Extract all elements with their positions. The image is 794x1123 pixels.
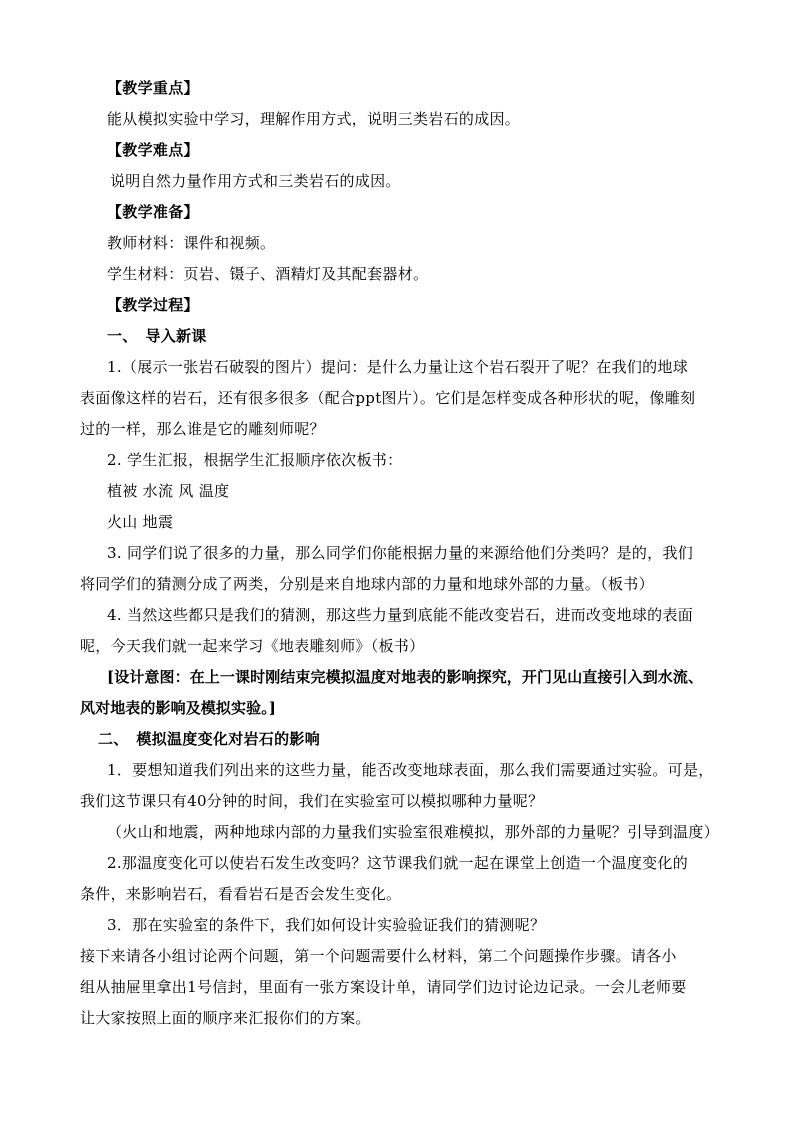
paragraph-line: 2. 学生汇报，根据学生汇报顺序依次板书： [107, 451, 403, 469]
paragraph-line: 3. 同学们说了很多的力量，那么同学们你能根据力量的来源给他们分类吗？是的，我们 [107, 544, 694, 562]
design-intent-note: [设计意图：在上一课时刚结束完模拟温度对地表的影响探究，开门见山直接引入到水流、 [107, 668, 704, 686]
paragraph-line: 1.（展示一张岩石破裂的图片）提问：是什么力量让这个岩石裂开了呢？在我们的地球 [107, 358, 689, 376]
paragraph-line: 表面像这样的岩石，还有很多很多（配合ppt图片）。它们是怎样变成各种形状的呢，像雕刻 [80, 389, 696, 407]
paragraph-line: 将同学们的猜测分成了两类，分别是来自地球内部的力量和地球外部的力量。（板书） [80, 575, 654, 593]
paragraph-line: 2.那温度变化可以使岩石发生改变吗？这节课我们就一起在课堂上创造一个温度变化的 [107, 854, 689, 872]
paragraph-line: 3．那在实验室的条件下，我们如何设计实验验证我们的猜测呢？ [107, 916, 546, 934]
paragraph-line: 火山 地震 [107, 513, 174, 531]
subsection-heading-intro: 一、 导入新课 [107, 327, 207, 345]
paragraph-line: 植被 水流 风 温度 [107, 482, 230, 500]
paragraph-line: 1．要想知道我们列出来的这些力量，能否改变地球表面，那么我们需要通过实验。可是， [107, 761, 714, 779]
paragraph-line: 教师材料：课件和视频。 [107, 234, 276, 252]
paragraph-line: （火山和地震，两种地球内部的力量我们实验室很难模拟，那外部的力量呢？引导到温度） [107, 823, 720, 841]
design-intent-note: 风对地表的影响及模拟实验。] [80, 699, 276, 717]
paragraph-line: 能从模拟实验中学习，理解作用方式，说明三类岩石的成因。 [107, 110, 521, 128]
paragraph-line: 组从抽屉里拿出1号信封，里面有一张方案设计单，请同学们边讨论边记录。一会儿老师要 [80, 978, 687, 996]
section-heading-key-points: 【教学重点】 [107, 79, 199, 97]
paragraph-line: 条件，来影响岩石，看看岩石是否会发生变化。 [80, 885, 402, 903]
subsection-heading-temperature: 二、 模拟温度变化对岩石的影响 [98, 730, 321, 748]
section-heading-process: 【教学过程】 [107, 296, 199, 314]
paragraph-line: 呢，今天我们就一起来学习《地表雕刻师》（板书） [80, 637, 425, 655]
paragraph-line: 过的一样，那么谁是它的雕刻师呢？ [80, 420, 325, 438]
paragraph-line: 4. 当然这些都只是我们的猜测，那这些力量到底能不能改变岩石，进而改变地球的表面 [107, 606, 694, 624]
section-heading-difficulties: 【教学难点】 [107, 141, 199, 159]
section-heading-preparation: 【教学准备】 [107, 203, 199, 221]
paragraph-line: 我们这节课只有40分钟的时间，我们在实验室可以模拟哪种力量呢？ [80, 792, 544, 810]
paragraph-line: 说明自然力量作用方式和三类岩石的成因。 [110, 172, 401, 190]
paragraph-line: 学生材料：页岩、镊子、酒精灯及其配套器材。 [107, 265, 429, 283]
paragraph-line: 让大家按照上面的顺序来汇报你们的方案。 [80, 1009, 371, 1027]
paragraph-line: 接下来请各小组讨论两个问题，第一个问题需要什么材料，第二个问题操作步骤。请各小 [80, 947, 677, 965]
